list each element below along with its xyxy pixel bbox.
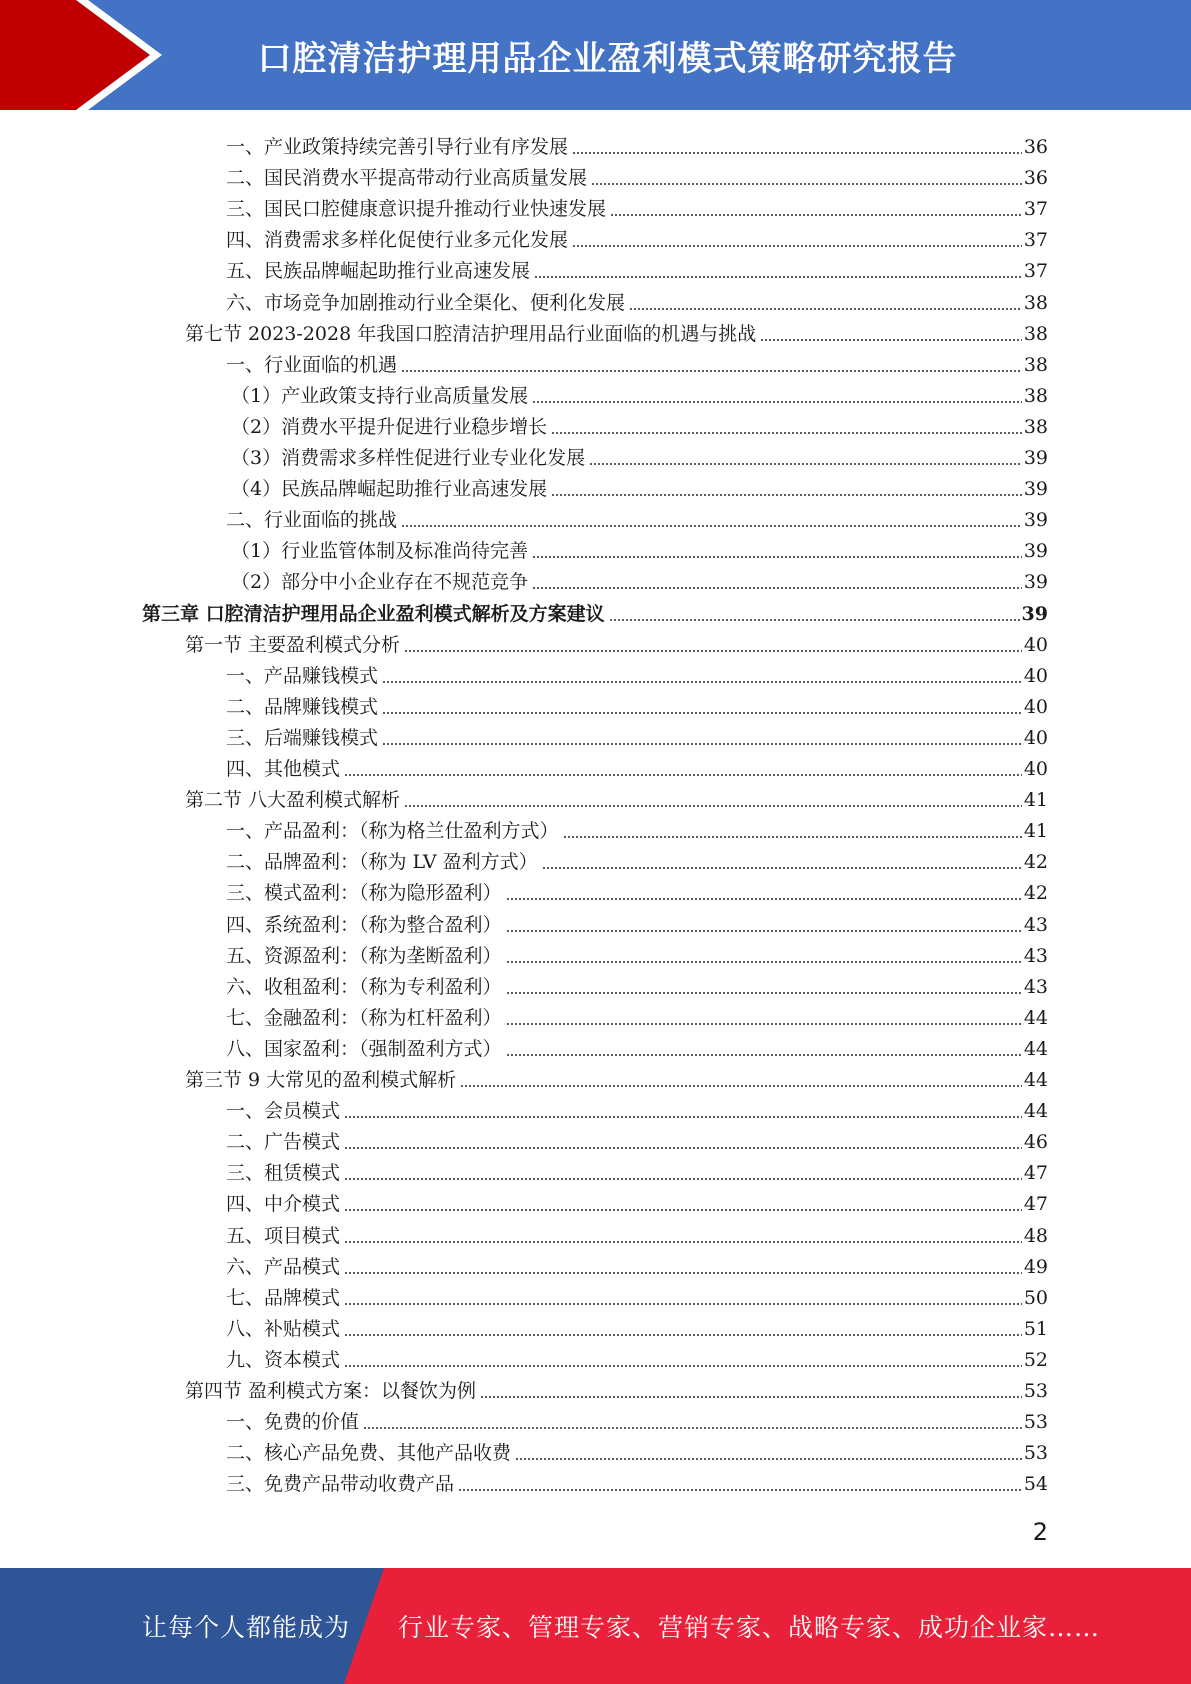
toc-entry-title: 八、补贴模式 (226, 1317, 341, 1340)
toc-entry[interactable] (231, 532, 1048, 563)
toc-dot-leader (382, 681, 1022, 683)
toc-entry-title: 一、免费的价值 (226, 1411, 360, 1434)
toc-entry-page: 40 (1023, 664, 1048, 687)
toc-entry-page: 38 (1023, 384, 1048, 407)
toc-entry-title: 五、资源盈利：（称为垄断盈利） (226, 944, 502, 967)
toc-dot-leader (344, 1209, 1022, 1211)
toc-dot-leader (344, 1241, 1022, 1243)
toc-entry-title: 第四节 盈利模式方案：以餐饮为例 (185, 1380, 477, 1402)
toc-entry-page: 46 (1023, 1131, 1048, 1154)
toc-entry-page: 42 (1023, 851, 1048, 874)
toc-entry[interactable] (142, 595, 1048, 626)
toc-entry-page: 39 (1023, 478, 1048, 501)
toc-entry[interactable] (226, 874, 1048, 905)
toc-dot-leader (532, 587, 1022, 589)
toc-dot-leader (344, 1147, 1022, 1149)
toc-entry[interactable] (231, 439, 1048, 470)
toc-entry-title: 第七节 2023-2028 年我国口腔清洁护理用品行业面临的机遇与挑战 (185, 322, 757, 345)
toc-entry[interactable] (226, 501, 1048, 532)
toc-entry[interactable] (226, 688, 1048, 719)
toc-entry[interactable] (226, 1092, 1048, 1123)
toc-dot-leader (515, 1458, 1022, 1460)
toc-entry[interactable] (185, 626, 1048, 657)
toc-entry[interactable] (226, 843, 1048, 874)
toc-dot-leader (344, 774, 1022, 776)
toc-dot-leader (382, 743, 1022, 745)
toc-entry-title: 九、资本模式 (226, 1348, 341, 1371)
toc-dot-leader (572, 152, 1022, 154)
toc-entry[interactable] (185, 315, 1048, 346)
toc-entry[interactable] (231, 408, 1048, 439)
toc-entry[interactable] (231, 563, 1048, 594)
toc-entry-page: 39 (1023, 509, 1048, 532)
toc-dot-leader (401, 525, 1022, 527)
toc-entry-page: 43 (1023, 944, 1048, 967)
toc-dot-leader (506, 1023, 1022, 1025)
toc-dot-leader (382, 712, 1022, 714)
toc-entry-page: 37 (1023, 229, 1048, 252)
toc-entry-title: 三、后端赚钱模式 (226, 726, 379, 749)
toc-entry[interactable] (226, 1123, 1048, 1154)
toc-dot-leader (506, 930, 1022, 932)
toc-dot-leader (458, 1489, 1022, 1491)
toc-dot-leader (404, 805, 1022, 807)
toc-entry-page: 36 (1023, 136, 1048, 158)
toc-entry-page: 44 (1023, 1100, 1048, 1123)
toc-dot-leader (542, 867, 1022, 869)
toc-entry[interactable] (226, 1434, 1048, 1465)
toc-entry-title: 六、市场竞争加剧推动行业全渠化、便利化发展 (226, 291, 626, 314)
toc-entry-title: （4）民族品牌崛起助推行业高速发展 (231, 478, 548, 501)
toc-dot-leader (480, 1396, 1022, 1398)
toc-entry-title: 一、产品盈利：（称为格兰仕盈利方式） (226, 820, 559, 843)
toc-entry[interactable] (226, 937, 1048, 968)
toc-entry-title: 四、消费需求多样化促使行业多元化发展 (226, 229, 569, 252)
toc-dot-leader (610, 214, 1022, 216)
toc-entry[interactable] (226, 252, 1048, 283)
toc-dot-leader (589, 463, 1022, 465)
toc-dot-leader (609, 619, 1020, 621)
toc-entry-page: 43 (1023, 913, 1048, 936)
toc-entry-page: 50 (1023, 1286, 1048, 1309)
toc-entry-title: 三、国民口腔健康意识提升推动行业快速发展 (226, 198, 607, 221)
toc-entry[interactable] (226, 1465, 1048, 1496)
toc-entry-title: （2）部分中小企业存在不规范竞争 (231, 571, 529, 594)
toc-entry-title: （2）消费水平提升促进行业稳步增长 (231, 415, 548, 438)
toc-entry-page: 53 (1023, 1411, 1048, 1434)
toc-dot-leader (591, 183, 1022, 185)
toc-entry-title: 第二节 八大盈利模式解析 (185, 789, 401, 812)
toc-entry-page: 41 (1023, 820, 1048, 843)
toc-entry[interactable] (226, 657, 1048, 688)
toc-dot-leader (344, 1365, 1022, 1367)
toc-dot-leader (460, 1085, 1022, 1087)
toc-entry-title: 第三章 口腔清洁护理用品企业盈利模式解析及方案建议 (142, 602, 605, 625)
toc-dot-leader (760, 339, 1022, 341)
toc-dot-leader (551, 432, 1022, 434)
toc-entry-title: 二、品牌盈利：（称为 LV 盈利方式） (226, 851, 538, 874)
toc-entry-title: 三、租赁模式 (226, 1162, 341, 1185)
toc-entry[interactable] (226, 1217, 1048, 1248)
toc-dot-leader (344, 1116, 1022, 1118)
toc-entry-page: 39 (1021, 602, 1048, 625)
toc-entry[interactable] (226, 1310, 1048, 1341)
toc-dot-leader (532, 401, 1022, 403)
toc-dot-leader (344, 1272, 1022, 1274)
toc-entry[interactable] (226, 750, 1048, 781)
toc-entry-page: 53 (1023, 1442, 1048, 1465)
toc-entry-page: 54 (1023, 1473, 1048, 1496)
toc-entry-page: 51 (1023, 1317, 1048, 1340)
toc-entry[interactable] (226, 999, 1048, 1030)
toc-entry-page: 48 (1023, 1224, 1048, 1247)
toc-entry-title: 八、国家盈利：（强制盈利方式） (226, 1037, 502, 1060)
toc-entry-page: 40 (1023, 726, 1048, 749)
footer-slogan-right: 行业专家、管理专家、营销专家、战略专家、成功企业家…… (398, 1613, 1101, 1642)
toc-entry-page: 39 (1023, 540, 1048, 563)
toc-entry-title: 七、金融盈利：（称为杠杆盈利） (226, 1006, 502, 1029)
toc-entry-title: 六、收租盈利：（称为专利盈利） (226, 975, 502, 998)
toc-entry[interactable] (226, 190, 1048, 221)
toc-entry-title: 二、品牌赚钱模式 (226, 695, 379, 718)
toc-entry-title: 一、产业政策持续完善引导行业有序发展 (226, 136, 569, 158)
toc-entry-title: 一、产品赚钱模式 (226, 664, 379, 687)
toc-entry-page: 53 (1023, 1380, 1048, 1402)
toc-entry[interactable] (185, 781, 1048, 812)
toc-entry-page: 47 (1023, 1162, 1048, 1185)
toc-entry-page: 39 (1023, 447, 1048, 469)
toc-entry[interactable] (226, 1403, 1048, 1434)
toc-entry[interactable] (226, 1248, 1048, 1279)
toc-entry-title: 二、核心产品免费、其他产品收费 (226, 1442, 512, 1465)
toc-entry-title: 三、模式盈利：（称为隐形盈利） (226, 882, 502, 905)
toc-entry-page: 38 (1023, 291, 1048, 314)
toc-dot-leader (572, 245, 1022, 247)
toc-dot-leader (404, 650, 1022, 652)
toc-dot-leader (534, 276, 1022, 278)
toc-entry[interactable] (226, 284, 1048, 315)
page-number: 2 (1032, 1518, 1048, 1546)
report-title: 口腔清洁护理用品企业盈利模式策略研究报告 (257, 38, 958, 79)
toc-entry-page: 52 (1023, 1348, 1048, 1371)
toc-entry-title: （3）消费需求多样性促进行业专业化发展 (231, 447, 586, 469)
toc-entry-page: 37 (1023, 198, 1048, 221)
toc-entry-page: 40 (1023, 758, 1048, 780)
toc-dot-leader (629, 308, 1022, 310)
toc-entry-page: 43 (1023, 975, 1048, 998)
toc-entry-title: 六、产品模式 (226, 1255, 341, 1278)
toc-entry-page: 38 (1023, 353, 1048, 376)
toc-entry-page: 47 (1023, 1193, 1048, 1216)
toc-entry-page: 37 (1023, 260, 1048, 283)
toc-entry-title: 二、国民消费水平提高带动行业高质量发展 (226, 167, 588, 190)
toc-entry-page: 38 (1023, 322, 1048, 345)
toc-entry-title: 五、民族品牌崛起助推行业高速发展 (226, 260, 531, 283)
toc-entry-title: （1）产业政策支持行业高质量发展 (231, 384, 529, 407)
toc-entry[interactable] (226, 1341, 1048, 1372)
toc-entry[interactable] (226, 159, 1048, 190)
toc-entry-page: 39 (1023, 571, 1048, 594)
toc-entry[interactable] (226, 221, 1048, 252)
toc-entry-title: 七、品牌模式 (226, 1286, 341, 1309)
toc-entry[interactable] (231, 377, 1048, 408)
toc-entry-title: 四、其他模式 (226, 758, 341, 780)
toc-dot-leader (344, 1334, 1022, 1336)
toc-entry[interactable] (185, 1372, 1048, 1403)
toc-entry-title: 第一节 主要盈利模式分析 (185, 633, 401, 656)
toc-dot-leader (532, 556, 1022, 558)
toc-dot-leader (363, 1427, 1022, 1429)
toc-entry[interactable] (231, 470, 1048, 501)
toc-entry-title: 第三节 9 大常见的盈利模式解析 (185, 1069, 457, 1091)
toc-entry[interactable] (226, 1279, 1048, 1310)
toc-entry-title: 三、免费产品带动收费产品 (226, 1473, 455, 1496)
toc-entry[interactable] (226, 346, 1048, 377)
toc-entry-page: 40 (1023, 633, 1048, 656)
toc-entry-page: 44 (1023, 1037, 1048, 1060)
toc-entry-page: 44 (1023, 1069, 1048, 1091)
toc-entry[interactable] (226, 968, 1048, 999)
toc-entry-title: 四、中介模式 (226, 1193, 341, 1216)
toc-entry-page: 40 (1023, 695, 1048, 718)
toc-entry[interactable] (226, 719, 1048, 750)
toc-dot-leader (344, 1303, 1022, 1305)
toc-entry-page: 41 (1023, 789, 1048, 812)
toc-entry-title: 一、行业面临的机遇 (226, 353, 398, 376)
page-header (0, 0, 1191, 110)
toc-dot-leader (401, 370, 1022, 372)
toc-entry-title: 一、会员模式 (226, 1100, 341, 1123)
toc-entry[interactable] (226, 906, 1048, 937)
toc-entry[interactable] (185, 1061, 1048, 1092)
toc-entry[interactable] (226, 1154, 1048, 1185)
toc-entry[interactable] (226, 128, 1048, 159)
toc-dot-leader (563, 836, 1022, 838)
toc-entry-page: 36 (1023, 167, 1048, 190)
toc-entry-title: （1）行业监管体制及标准尚待完善 (231, 540, 529, 563)
toc-dot-leader (506, 1054, 1022, 1056)
toc-entry-page: 49 (1023, 1255, 1048, 1278)
toc-dot-leader (344, 1178, 1022, 1180)
toc-dot-leader (506, 898, 1022, 900)
toc-entry[interactable] (226, 1030, 1048, 1061)
toc-entry-title: 四、系统盈利：（称为整合盈利） (226, 913, 502, 936)
toc-entry-page: 42 (1023, 882, 1048, 905)
toc-dot-leader (551, 494, 1022, 496)
footer-slogan-left: 让每个人都能成为 (142, 1613, 351, 1642)
toc-entry-page: 38 (1023, 415, 1048, 438)
toc-dot-leader (506, 992, 1022, 994)
toc-entry-page: 44 (1023, 1006, 1048, 1029)
toc-entry-title: 二、行业面临的挑战 (226, 509, 398, 532)
toc-entry-title: 二、广告模式 (226, 1131, 341, 1154)
page-footer (0, 1568, 1191, 1684)
toc-entry[interactable] (226, 1185, 1048, 1216)
toc-dot-leader (506, 961, 1022, 963)
toc-entry[interactable] (226, 812, 1048, 843)
toc-entry-title: 五、项目模式 (226, 1224, 341, 1247)
